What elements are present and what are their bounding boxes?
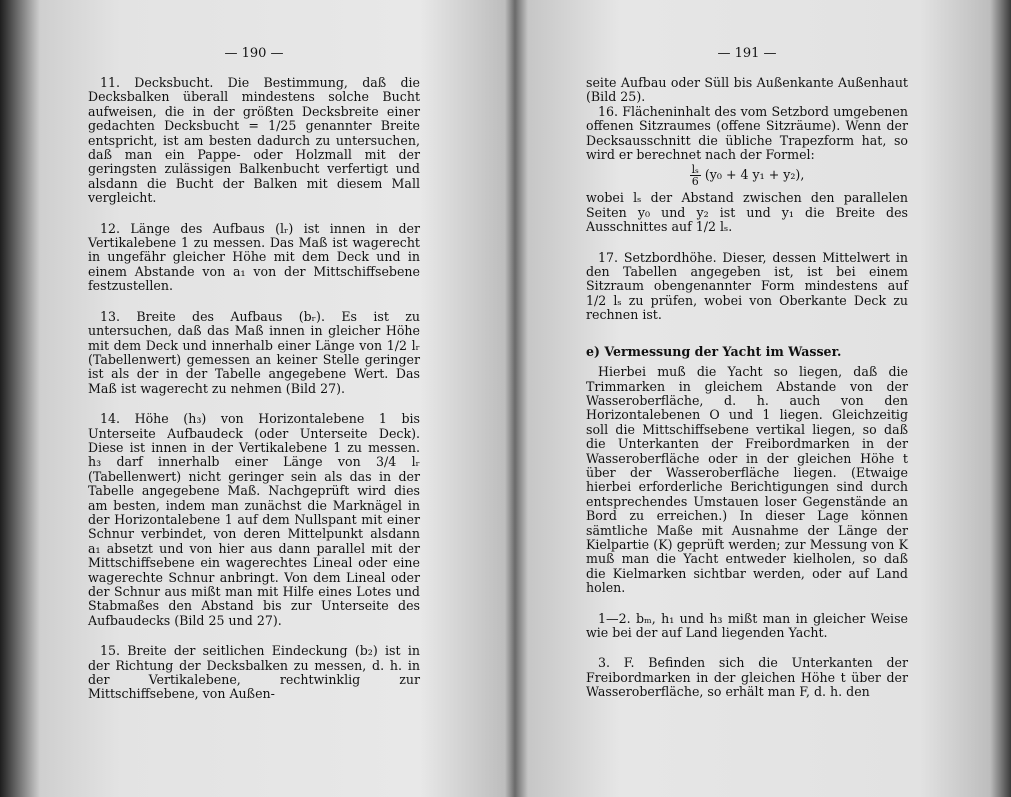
paragraph-16-continued: wobei lₛ der Abstand zwischen den parallelen Seiten y₀ und y₂ ist und y₁ die Breite des Ausschnittes auf 1/2 lₛ. bbox=[586, 190, 908, 235]
right-page-text bbox=[586, 76, 908, 700]
paragraph-11: 11. Decksbucht. Die Bestimmung, daß die Decksbalken überall mindestens solche Bucht aufweisen, die in der größten Decksbreite einer gedachten Decksbucht = 1/25 genannter Breite entspricht, ist am besten dadurch zu untersuchen, daß man ein Pappe- oder Holzmall mit der geringsten zulässigen Balkenbucht verfertigt und alsdann die Bucht der Balken mit diesem Mall vergleicht. bbox=[88, 75, 420, 206]
paragraph-13: 13. Breite des Aufbaus (bᵣ). Es ist zu untersuchen, daß das Maß innen in gleicher Höhe mit dem Deck und innerhalb einer Länge von 1/2 lᵣ (Tabellenwert) gemessen an keiner Stelle geringer ist als der in der Tabelle angegebene Wert. Das Maß ist wagerecht zu nehmen (Bild 27). bbox=[88, 308, 420, 396]
area-formula bbox=[586, 164, 908, 187]
right-page bbox=[586, 0, 908, 797]
paragraph-15: 15. Breite der seitlichen Eindeckung (b₂) ist in der Richtung der Decksbalken zu messen, d. h. in der Vertikalebene, rechtwinklig zur Mittschiffsebene, von Außen- bbox=[88, 643, 420, 702]
paragraph-e-intro: Hierbei muß die Yacht so liegen, daß die Trimmarken in gleichem Abstande von der Wasseroberfläche, d. h. auch von den Horizontalebenen O und 1 liegen. Gleichzeitig soll die Mittschiffsebene vertikal liegen, so daß die Unterkanten der Freibordmarken in der Wasseroberfläche oder in der gleichen Höhe t über der Wasseroberfläche liegen. (Etwaige hierbei erforderliche Berichtigungen sind durch entsprechendes Umstauen loser Gegenstände an Bord zu erreichen.) In dieser Lage können sämtliche Maße mit Ausnahme der Länge der Kielpartie (K) geprüft werden; zur Messung von K muß man die Yacht entweder kielholen, so daß die Kielmarken sichtbar werden, oder auf Land holen. bbox=[586, 364, 908, 596]
left-page bbox=[88, 0, 420, 797]
paragraph-12: 12. Länge des Aufbaus (lᵣ) ist innen in der Vertikalebene 1 zu messen. Das Maß ist wagerecht in ungefähr gleicher Höhe mit dem Deck und in einem Abstande von a₁ von der Mittschiffsebene festzustellen. bbox=[88, 220, 420, 294]
paragraph-17: 17. Setzbordhöhe. Dieser, dessen Mittelwert in den Tabellen angegeben ist, ist bei einem Sitzraum obengenannter Form mindestens auf 1/2 lₛ zu prüfen, wobei von Oberkante Deck zu rechnen ist. bbox=[586, 249, 908, 323]
paragraph-e-3: 3. F. Befinden sich die Unterkanten der Freibordmarken in der gleichen Höhe t über der Wasseroberfläche, so erhält man F, d. h. den bbox=[586, 655, 908, 700]
paragraph-15-continued: seite Aufbau oder Süll bis Außenkante Außenhaut (Bild 25). bbox=[586, 75, 908, 105]
left-page-text bbox=[88, 76, 420, 702]
paragraph-e-1-2: 1—2. bₘ, h₁ und h₃ mißt man in gleicher Weise wie bei der auf Land liegenden Yacht. bbox=[586, 610, 908, 640]
formula-numerator: lₛ bbox=[691, 163, 699, 177]
formula-expression: (y₀ + 4 y₁ + y₂), bbox=[704, 167, 805, 183]
page-number-right: — 191 — bbox=[717, 46, 777, 61]
paragraph-16: 16. Flächeninhalt des vom Setzbord umgebenen offenen Sitzraumes (offene Sitzräume). Wenn der Decksausschnitt die übliche Trapezform hat, so wird er berechnet nach der Formel: bbox=[586, 103, 908, 163]
formula-denominator: 6 bbox=[691, 175, 699, 189]
section-heading-e: e) Vermessung der Yacht im Wasser. bbox=[586, 343, 842, 359]
paragraph-14: 14. Höhe (h₃) von Horizontalebene 1 bis Unterseite Aufbaudeck (oder Unterseite Deck). Diese ist innen in der Vertikalebene 1 zu messen. h₃ darf innerhalb einer Länge von 3/4 lᵣ (Tabellenwert) nicht geringer sein als das in der Tabelle angegebene Maß. Nachgeprüft wird dies am besten, indem man zunächst die Marknägel in der Horizontalebene 1 auf dem Nullspant mit einer Schnur verbindet, von deren Mittelpunkt alsdann a₁ absetzt und von hier aus dann parallel mit der Mittschiffsebene ein wagerechtes Lineal oder eine wagerechte Schnur anbringt. Von dem Lineal oder der Schnur aus mißt man mit Hilfe eines Lotes und Stabmaßes den Abstand bis zur Unterseite des Aufbaudecks (Bild 25 und 27). bbox=[88, 411, 420, 628]
page-number-left: — 190 — bbox=[224, 46, 284, 61]
formula-fraction bbox=[690, 164, 701, 187]
